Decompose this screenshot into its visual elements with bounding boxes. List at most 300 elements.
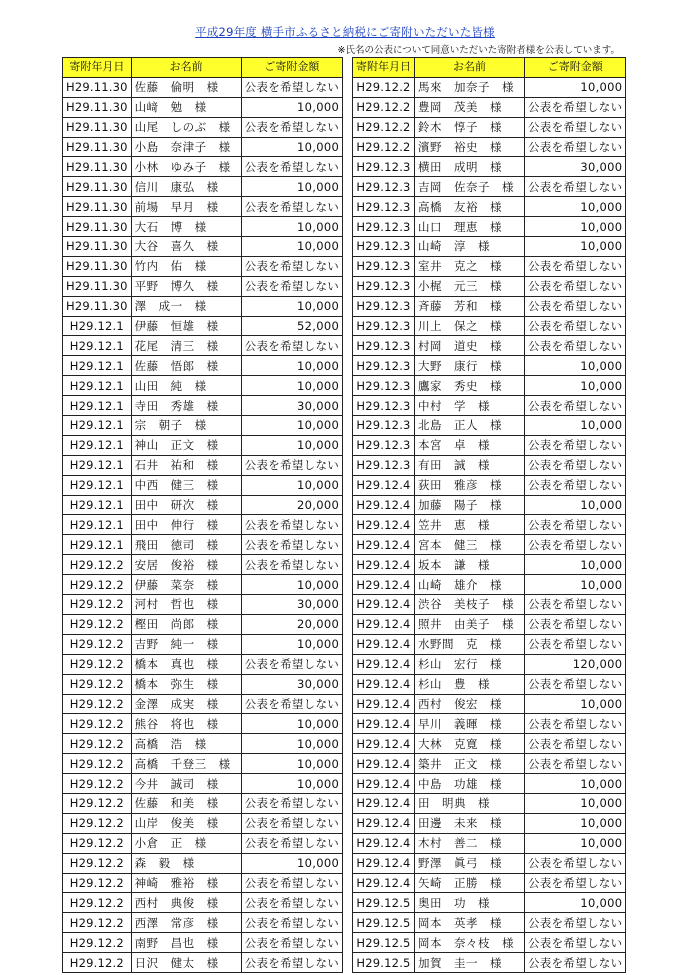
donation-date: H29.11.30 (63, 137, 132, 157)
table-row (63, 734, 343, 754)
donor-name: 伊藤 恒雄 様 (131, 316, 241, 336)
donor-name: 伊藤 菜奈 様 (131, 575, 241, 595)
donation-date: H29.12.4 (353, 833, 415, 853)
donor-name: 山尾 しのぶ 様 (131, 117, 241, 137)
donor-name: 佐藤 悟郎 様 (131, 356, 241, 376)
donation-amount: 120,000 (525, 654, 626, 674)
donation-amount: 10,000 (525, 575, 626, 595)
table-row (353, 416, 626, 436)
table-row (353, 654, 626, 674)
donation-amount: 10,000 (241, 475, 342, 495)
donor-name: 中西 健三 様 (131, 475, 241, 495)
donation-date: H29.11.30 (63, 217, 132, 237)
donation-amount: 10,000 (525, 237, 626, 257)
donation-date: H29.12.1 (63, 416, 132, 436)
donation-amount: 公表を希望しない (241, 256, 342, 276)
donor-name: 山崎 淳 様 (415, 237, 525, 257)
donation-amount: 公表を希望しない (525, 475, 626, 495)
table-row (63, 416, 343, 436)
table-row (63, 97, 343, 117)
donation-amount: 公表を希望しない (241, 157, 342, 177)
donation-date: H29.12.1 (63, 356, 132, 376)
table-row (63, 714, 343, 734)
header-amount: ご寄附金額 (241, 58, 342, 78)
donation-amount: 10,000 (241, 714, 342, 734)
donor-name: 小梶 元三 様 (415, 276, 525, 296)
donor-name: 南野 昌也 様 (131, 933, 241, 953)
donation-date: H29.12.4 (353, 813, 415, 833)
table-row (353, 913, 626, 933)
donation-date: H29.12.2 (63, 714, 132, 734)
donor-name: 今井 誠司 様 (131, 774, 241, 794)
donor-name: 西澤 常彦 様 (131, 913, 241, 933)
donation-date: H29.12.5 (353, 913, 415, 933)
donor-name: 高橋 友裕 様 (415, 197, 525, 217)
table-row (353, 336, 626, 356)
donation-amount: 公表を希望しない (241, 694, 342, 714)
table-row (63, 813, 343, 833)
donation-amount: 30,000 (241, 396, 342, 416)
donation-date: H29.11.30 (63, 296, 132, 316)
donation-amount: 公表を希望しない (525, 137, 626, 157)
donation-amount: 公表を希望しない (525, 634, 626, 654)
donation-amount: 公表を希望しない (525, 674, 626, 694)
donor-name: 佐藤 和美 様 (131, 793, 241, 813)
donation-amount: 公表を希望しない (525, 953, 626, 973)
donation-amount: 10,000 (241, 774, 342, 794)
donor-name: 森 毅 様 (131, 853, 241, 873)
donation-date: H29.12.2 (63, 893, 132, 913)
donor-name: 岡本 奈々枝 様 (415, 933, 525, 953)
donation-date: H29.12.2 (353, 137, 415, 157)
donor-name: 室井 克之 様 (415, 256, 525, 276)
donation-date: H29.12.2 (63, 595, 132, 615)
donation-date: H29.11.30 (63, 276, 132, 296)
donation-amount: 公表を希望しない (241, 933, 342, 953)
table-row (353, 217, 626, 237)
donation-amount: 公表を希望しない (241, 336, 342, 356)
table-row (353, 953, 626, 973)
table-row (353, 634, 626, 654)
donation-date: H29.12.2 (63, 774, 132, 794)
donation-date: H29.11.30 (63, 157, 132, 177)
donor-name: 木村 善二 様 (415, 833, 525, 853)
table-row (353, 793, 626, 813)
donation-amount: 10,000 (525, 77, 626, 97)
table-row (63, 336, 343, 356)
donation-date: H29.12.2 (63, 953, 132, 973)
donation-amount: 公表を希望しない (241, 77, 342, 97)
table-row (353, 316, 626, 336)
donor-name: 平野 博久 様 (131, 276, 241, 296)
donation-amount: 公表を希望しない (525, 177, 626, 197)
table-row (353, 873, 626, 893)
table-row (63, 614, 343, 634)
donation-amount: 公表を希望しない (525, 515, 626, 535)
donation-date: H29.12.3 (353, 217, 415, 237)
header-name: お名前 (415, 58, 525, 78)
table-row (353, 296, 626, 316)
donation-amount: 10,000 (241, 296, 342, 316)
donor-name: 大野 康行 様 (415, 356, 525, 376)
donor-name: 大石 博 様 (131, 217, 241, 237)
donation-date: H29.12.2 (63, 654, 132, 674)
donation-date: H29.12.4 (353, 774, 415, 794)
donor-name: 豊岡 茂美 様 (415, 97, 525, 117)
donation-date: H29.12.2 (63, 793, 132, 813)
disclosure-note: ※氏名の公表について同意いただいた寄附者様を公表しています。 (337, 45, 620, 56)
donation-amount: 10,000 (241, 356, 342, 376)
table-row (63, 157, 343, 177)
table-row (353, 933, 626, 953)
donor-name: 村岡 道史 様 (415, 336, 525, 356)
donor-name: 樫田 尚郎 様 (131, 614, 241, 634)
donor-name: 山田 純 様 (131, 376, 241, 396)
table-row (63, 435, 343, 455)
donation-date: H29.12.1 (63, 515, 132, 535)
donor-name: 加賀 圭一 様 (415, 953, 525, 973)
donation-date: H29.12.3 (353, 177, 415, 197)
donor-name: 横田 成明 様 (415, 157, 525, 177)
table-row (353, 893, 626, 913)
donation-date: H29.11.30 (63, 77, 132, 97)
table-row (63, 694, 343, 714)
donation-amount: 公表を希望しない (241, 793, 342, 813)
donation-amount: 公表を希望しない (525, 873, 626, 893)
donor-name: 鷹家 秀史 様 (415, 376, 525, 396)
donation-amount: 公表を希望しない (241, 276, 342, 296)
donor-name: 澤 成一 様 (131, 296, 241, 316)
donor-table-right (352, 57, 626, 973)
donor-name: 吉岡 佐奈子 様 (415, 177, 525, 197)
donation-amount: 公表を希望しない (525, 714, 626, 734)
donation-date: H29.12.1 (63, 376, 132, 396)
table-row (63, 873, 343, 893)
donor-name: 安居 俊裕 様 (131, 555, 241, 575)
table-row (63, 177, 343, 197)
donor-name: 山口 理恵 様 (415, 217, 525, 237)
donation-amount: 公表を希望しない (525, 595, 626, 615)
donor-name: 濱野 裕史 様 (415, 137, 525, 157)
donor-name: 有田 誠 様 (415, 455, 525, 475)
donor-name: 笠井 恵 様 (415, 515, 525, 535)
donation-amount: 20,000 (241, 495, 342, 515)
table-row (63, 793, 343, 813)
donor-rows-left (63, 77, 343, 972)
donation-amount: 20,000 (241, 614, 342, 634)
donation-date: H29.12.2 (63, 933, 132, 953)
donation-date: H29.12.2 (63, 614, 132, 634)
donor-name: 石井 祐和 様 (131, 455, 241, 475)
donation-amount: 10,000 (241, 853, 342, 873)
donation-date: H29.11.30 (63, 237, 132, 257)
table-row (353, 256, 626, 276)
donation-date: H29.12.4 (353, 674, 415, 694)
table-row (353, 694, 626, 714)
donation-amount: 10,000 (525, 694, 626, 714)
table-row (63, 237, 343, 257)
table-row (353, 177, 626, 197)
donation-date: H29.12.2 (63, 634, 132, 654)
donor-name: 橋本 弥生 様 (131, 674, 241, 694)
table-row (353, 97, 626, 117)
donation-amount: 公表を希望しない (525, 97, 626, 117)
donation-date: H29.12.4 (353, 853, 415, 873)
donation-amount: 公表を希望しない (525, 256, 626, 276)
donor-name: 本宮 卓 様 (415, 435, 525, 455)
table-row (63, 455, 343, 475)
donation-amount: 公表を希望しない (525, 614, 626, 634)
donor-name: 小林 ゆみ子 様 (131, 157, 241, 177)
donation-amount: 10,000 (525, 197, 626, 217)
donor-name: 田中 研次 様 (131, 495, 241, 515)
donation-amount: 公表を希望しない (241, 873, 342, 893)
donation-amount: 公表を希望しない (241, 515, 342, 535)
donor-name: 飛田 徳司 様 (131, 535, 241, 555)
donor-name: 野澤 眞弓 様 (415, 853, 525, 873)
donation-date: H29.12.4 (353, 634, 415, 654)
donation-amount: 10,000 (525, 893, 626, 913)
donation-date: H29.12.5 (353, 893, 415, 913)
donation-date: H29.12.3 (353, 296, 415, 316)
header-amount: ご寄附金額 (525, 58, 626, 78)
donation-date: H29.12.3 (353, 455, 415, 475)
donation-date: H29.12.2 (63, 833, 132, 853)
donation-date: H29.12.1 (63, 316, 132, 336)
donor-name: 大林 克寛 様 (415, 734, 525, 754)
donor-name: 熊谷 将也 様 (131, 714, 241, 734)
table-row (63, 575, 343, 595)
donation-amount: 公表を希望しない (241, 654, 342, 674)
donor-name: 河村 哲也 様 (131, 595, 241, 615)
donor-name: 高橋 千登三 様 (131, 754, 241, 774)
donor-name: 田 明典 様 (415, 793, 525, 813)
donation-date: H29.12.2 (63, 853, 132, 873)
donation-amount: 10,000 (241, 97, 342, 117)
donation-date: H29.11.30 (63, 97, 132, 117)
donation-amount: 公表を希望しない (241, 953, 342, 973)
donor-name: 宗 朝子 様 (131, 416, 241, 436)
donation-date: H29.11.30 (63, 197, 132, 217)
table-row (63, 893, 343, 913)
donation-date: H29.12.3 (353, 435, 415, 455)
table-row (353, 535, 626, 555)
table-row (353, 833, 626, 853)
donation-date: H29.12.1 (63, 455, 132, 475)
donor-name: 鈴木 惇子 様 (415, 117, 525, 137)
donor-name: 馬來 加奈子 様 (415, 77, 525, 97)
donation-date: H29.12.3 (353, 356, 415, 376)
donation-amount: 10,000 (241, 575, 342, 595)
table-row (63, 495, 343, 515)
header-name: お名前 (131, 58, 241, 78)
donation-date: H29.12.4 (353, 754, 415, 774)
donation-amount: 公表を希望しない (525, 435, 626, 455)
table-row (353, 455, 626, 475)
donation-amount: 10,000 (525, 217, 626, 237)
table-row (63, 396, 343, 416)
donation-date: H29.12.1 (63, 396, 132, 416)
donation-amount: 公表を希望しない (241, 455, 342, 475)
donor-name: 川上 保之 様 (415, 316, 525, 336)
donor-name: 北島 正人 様 (415, 416, 525, 436)
donation-date: H29.12.4 (353, 595, 415, 615)
table-row (63, 77, 343, 97)
donation-amount: 公表を希望しない (525, 396, 626, 416)
donor-name: 竹内 佑 様 (131, 256, 241, 276)
donation-amount: 公表を希望しない (241, 117, 342, 137)
donor-name: 坂本 謙 様 (415, 555, 525, 575)
table-header-row (63, 58, 343, 78)
donor-name: 田中 伸行 様 (131, 515, 241, 535)
donation-date: H29.12.2 (63, 913, 132, 933)
donation-amount: 公表を希望しない (525, 853, 626, 873)
donor-table-left (62, 57, 343, 973)
table-row (63, 535, 343, 555)
donation-date: H29.12.4 (353, 475, 415, 495)
donation-date: H29.12.4 (353, 515, 415, 535)
donor-name: 田邊 未来 様 (415, 813, 525, 833)
table-row (353, 853, 626, 873)
donation-date: H29.12.3 (353, 376, 415, 396)
donation-date: H29.12.2 (63, 734, 132, 754)
donation-date: H29.12.4 (353, 694, 415, 714)
donation-amount: 10,000 (241, 435, 342, 455)
donor-name: 山岸 俊美 様 (131, 813, 241, 833)
donor-name: 神崎 雅裕 様 (131, 873, 241, 893)
donation-amount: 公表を希望しない (525, 316, 626, 336)
table-row (353, 117, 626, 137)
donor-name: 杉山 豊 様 (415, 674, 525, 694)
donation-amount: 30,000 (525, 157, 626, 177)
donation-date: H29.12.2 (63, 813, 132, 833)
donation-amount: 公表を希望しない (525, 754, 626, 774)
donor-name: 寺田 秀雄 様 (131, 396, 241, 416)
donation-amount: 10,000 (525, 416, 626, 436)
table-row (353, 475, 626, 495)
donation-amount: 公表を希望しない (241, 813, 342, 833)
table-row (353, 157, 626, 177)
table-row (353, 356, 626, 376)
donation-date: H29.12.4 (353, 873, 415, 893)
donation-date: H29.11.30 (63, 177, 132, 197)
table-row (63, 356, 343, 376)
table-row (63, 296, 343, 316)
donation-date: H29.12.3 (353, 237, 415, 257)
donor-name: 中村 学 様 (415, 396, 525, 416)
donation-amount: 10,000 (241, 237, 342, 257)
donation-date: H29.12.5 (353, 953, 415, 973)
table-row (63, 316, 343, 336)
donor-name: 金澤 成実 様 (131, 694, 241, 714)
table-row (63, 256, 343, 276)
table-row (63, 933, 343, 953)
table-row (63, 853, 343, 873)
donation-amount: 公表を希望しない (525, 933, 626, 953)
donation-amount: 10,000 (525, 356, 626, 376)
donation-date: H29.12.2 (63, 555, 132, 575)
page-title: 平成29年度 横手市ふるさと納税にご寄附いただいた皆様 (195, 25, 495, 39)
table-row (63, 376, 343, 396)
donation-date: H29.12.4 (353, 734, 415, 754)
table-row (63, 634, 343, 654)
donation-date: H29.12.2 (353, 97, 415, 117)
donor-name: 杉山 宏行 様 (415, 654, 525, 674)
donor-name: 早川 義暉 様 (415, 714, 525, 734)
donor-name: 佐藤 倫明 様 (131, 77, 241, 97)
donation-amount: 10,000 (525, 833, 626, 853)
table-row (353, 396, 626, 416)
donation-date: H29.12.3 (353, 336, 415, 356)
donor-name: 斉藤 芳和 様 (415, 296, 525, 316)
donation-amount: 公表を希望しない (241, 893, 342, 913)
table-row (63, 117, 343, 137)
donation-date: H29.12.3 (353, 276, 415, 296)
table-row (63, 654, 343, 674)
donation-date: H29.11.30 (63, 256, 132, 276)
donation-date: H29.12.2 (63, 873, 132, 893)
table-row (63, 833, 343, 853)
table-row (353, 77, 626, 97)
donation-date: H29.12.2 (63, 674, 132, 694)
donation-date: H29.12.2 (353, 77, 415, 97)
table-row (63, 276, 343, 296)
donation-date: H29.12.4 (353, 793, 415, 813)
donation-amount: 公表を希望しない (525, 455, 626, 475)
donor-name: 小倉 正 様 (131, 833, 241, 853)
table-row (63, 555, 343, 575)
donation-amount: 30,000 (241, 595, 342, 615)
donation-amount: 10,000 (241, 416, 342, 436)
donation-date: H29.12.1 (63, 495, 132, 515)
donation-date: H29.12.3 (353, 197, 415, 217)
donation-date: H29.12.3 (353, 396, 415, 416)
donation-amount: 公表を希望しない (241, 197, 342, 217)
donor-name: 西村 俊宏 様 (415, 694, 525, 714)
donor-name: 荻田 雅彦 様 (415, 475, 525, 495)
table-row (63, 953, 343, 973)
donation-date: H29.12.5 (353, 933, 415, 953)
table-row (353, 555, 626, 575)
donation-amount: 公表を希望しない (525, 336, 626, 356)
donation-amount: 公表を希望しない (525, 535, 626, 555)
donor-name: 加藤 陽子 様 (415, 495, 525, 515)
table-row (353, 774, 626, 794)
donation-date: H29.12.4 (353, 654, 415, 674)
table-row (63, 475, 343, 495)
donation-date: H29.12.3 (353, 316, 415, 336)
donation-date: H29.12.3 (353, 157, 415, 177)
donor-name: 信川 康弘 様 (131, 177, 241, 197)
table-row (353, 674, 626, 694)
donation-date: H29.12.2 (63, 575, 132, 595)
donor-name: 水野間 克 様 (415, 634, 525, 654)
donor-name: 山﨑 勉 様 (131, 97, 241, 117)
donation-date: H29.12.4 (353, 714, 415, 734)
donation-amount: 10,000 (241, 177, 342, 197)
table-row (353, 515, 626, 535)
donation-date: H29.12.4 (353, 555, 415, 575)
donation-amount: 10,000 (525, 813, 626, 833)
table-header-row (353, 58, 626, 78)
table-row (353, 614, 626, 634)
table-row (353, 435, 626, 455)
donor-name: 中島 功雄 様 (415, 774, 525, 794)
donor-name: 西村 典俊 様 (131, 893, 241, 913)
table-row (63, 217, 343, 237)
donation-date: H29.12.4 (353, 535, 415, 555)
donor-name: 吉野 純一 様 (131, 634, 241, 654)
